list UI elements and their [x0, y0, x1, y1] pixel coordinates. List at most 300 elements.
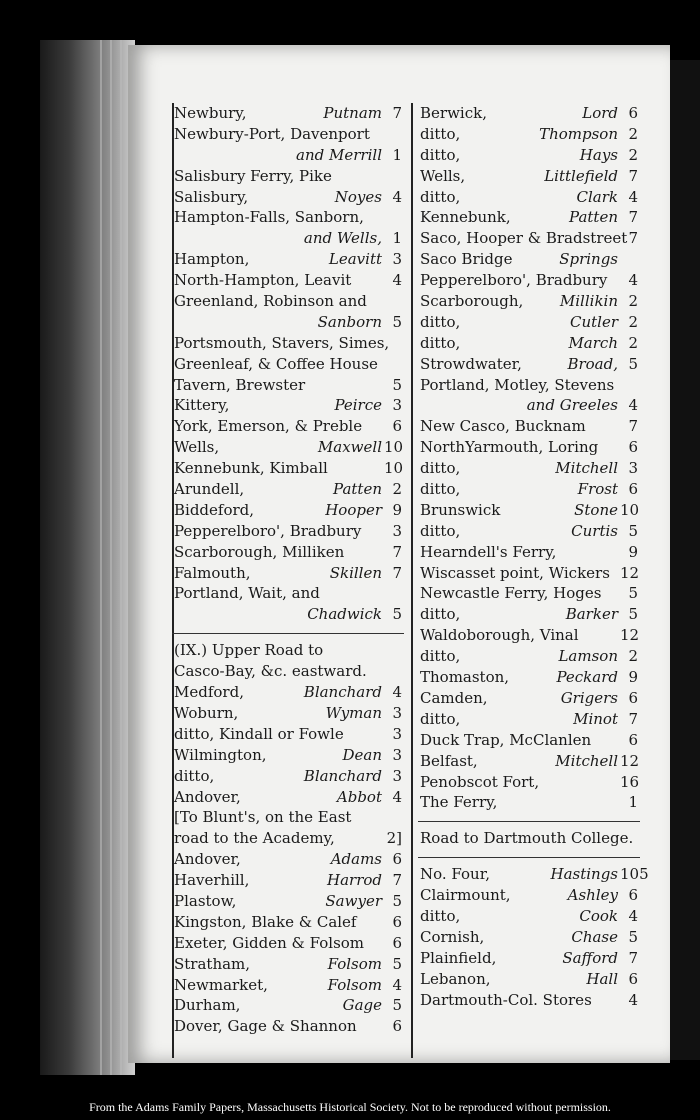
table-row — [418, 667, 640, 688]
table-row — [418, 145, 640, 166]
place-name: Salisbury, — [174, 187, 249, 206]
distance-miles: 5 — [392, 891, 402, 910]
table-row — [418, 416, 640, 437]
distance-miles: 4 — [392, 271, 402, 290]
table-row — [172, 103, 404, 124]
place-name: Haverhill, — [174, 871, 250, 890]
place-name: Newbury, — [174, 104, 247, 122]
distance-miles: 2 — [628, 312, 638, 331]
innkeeper-name: Ashley — [567, 886, 618, 905]
table-row — [172, 249, 404, 270]
place-name: Biddeford, — [174, 500, 255, 519]
innkeeper-name: Safford — [562, 948, 618, 967]
distance-miles: 3 — [392, 521, 402, 540]
distance-miles: 5 — [392, 996, 402, 1015]
place-name: Plainfield, — [420, 948, 497, 967]
distance-miles: 12 — [620, 563, 640, 582]
innkeeper-name: Thompson — [539, 124, 618, 143]
section-divider — [172, 633, 404, 634]
innkeeper-name: Springs — [559, 250, 618, 269]
table-row — [172, 807, 404, 828]
place-name: Arundell, — [174, 480, 245, 499]
distance-miles: 6 — [392, 850, 402, 869]
innkeeper-name: Hooper — [325, 500, 382, 519]
place-name: ditto, — [420, 605, 461, 624]
table-row — [418, 479, 640, 500]
place-name: ditto, — [420, 906, 461, 925]
innkeeper-name: Hays — [579, 145, 618, 164]
distance-miles: 105 — [620, 865, 649, 884]
table-row — [172, 166, 404, 187]
place-name: Scarborough, Milliken — [174, 542, 345, 561]
distance-miles: 2 — [628, 124, 638, 143]
distance-miles: 2 — [392, 480, 402, 499]
table-row — [172, 828, 404, 849]
place-name: Clairmount, — [420, 886, 511, 905]
innkeeper-name: Chase — [571, 927, 618, 946]
distance-miles: 7 — [392, 563, 402, 582]
distance-miles: 5 — [628, 354, 638, 373]
table-row — [418, 521, 640, 542]
place-name: Saco, Hooper & Bradstreet — [420, 229, 628, 248]
table-row — [418, 772, 640, 793]
section-heading — [172, 661, 404, 682]
table-row — [418, 187, 640, 208]
place-name: Kittery, — [174, 396, 230, 415]
place-name: ditto, — [420, 312, 461, 331]
place-name: Greenland, Robinson and — [174, 292, 367, 311]
distance-miles: 9 — [628, 542, 638, 561]
distance-miles: 10 — [620, 500, 640, 519]
place-name: Brunswick — [420, 500, 501, 519]
distance-miles: 6 — [628, 688, 638, 707]
innkeeper-name: Barker — [565, 605, 618, 624]
table-row — [418, 604, 640, 625]
place-name: ditto, — [174, 766, 215, 785]
place-name: Kennebunk, — [420, 208, 511, 227]
place-name: Tavern, Brewster — [174, 375, 306, 394]
table-row — [418, 583, 640, 604]
place-name: Andover, — [174, 850, 241, 869]
distance-miles: 6 — [392, 912, 402, 931]
table-row — [418, 458, 640, 479]
table-row — [418, 270, 640, 291]
table-row — [172, 745, 404, 766]
table-row — [418, 291, 640, 312]
table-row — [418, 948, 640, 969]
place-name: Andover, — [174, 787, 241, 806]
innkeeper-name: Cutler — [569, 312, 618, 331]
distance-miles: 5 — [628, 605, 638, 624]
place-name: ditto, — [420, 145, 461, 164]
book-binding — [40, 40, 135, 1075]
distance-miles: 5 — [392, 312, 402, 331]
place-name: ditto, — [420, 187, 461, 206]
distance-miles: 5 — [392, 605, 402, 624]
table-row — [172, 891, 404, 912]
place-name: Berwick, — [420, 104, 487, 122]
table-row — [418, 375, 640, 396]
table-row — [418, 990, 640, 1011]
distance-miles: 5 — [392, 375, 402, 394]
distance-miles: 7 — [628, 948, 638, 967]
distance-miles: 4 — [392, 683, 402, 702]
right-column — [418, 103, 649, 1010]
distance-miles: 3 — [628, 459, 638, 478]
table-row — [418, 124, 640, 145]
distance-miles: 7 — [628, 208, 638, 227]
place-name: ditto, — [420, 709, 461, 728]
table-row — [172, 270, 404, 291]
place-name: NorthYarmouth, Loring — [420, 438, 599, 457]
place-name: Camden, — [420, 688, 488, 707]
place-name: ditto, Kindall or Fowle — [174, 724, 344, 743]
place-name: Salisbury Ferry, Pike — [174, 166, 332, 185]
section-divider — [418, 857, 640, 858]
book-page — [128, 45, 670, 1063]
innkeeper-name: Minot — [573, 709, 618, 728]
table-row — [172, 912, 404, 933]
table-row — [418, 354, 640, 375]
distance-miles: 5 — [628, 521, 638, 540]
place-name: North-Hampton, Leavit — [174, 271, 352, 290]
place-name: ditto, — [420, 647, 461, 666]
table-row — [172, 479, 404, 500]
table-row — [418, 166, 640, 187]
distance-miles: 2 — [628, 292, 638, 311]
table-row — [418, 646, 640, 667]
place-name: New Casco, Bucknam — [420, 417, 586, 436]
innkeeper-name: Folsom — [327, 975, 382, 994]
table-row — [172, 228, 404, 249]
place-name: ditto, — [420, 459, 461, 478]
place-name: ditto, — [420, 333, 461, 352]
innkeeper-name: Folsom — [327, 954, 382, 973]
place-name: Strowdwater, — [420, 354, 522, 373]
distance-miles: 3 — [392, 745, 402, 764]
innkeeper-name: Gage — [342, 996, 382, 1015]
distance-miles: 4 — [628, 187, 638, 206]
innkeeper-name: Lord — [582, 104, 618, 122]
table-row — [418, 333, 640, 354]
distance-miles: 12 — [620, 751, 640, 770]
table-row — [172, 724, 404, 745]
place-name: Scarborough, — [420, 292, 524, 311]
innkeeper-name: Chadwick — [307, 605, 382, 624]
table-row — [172, 604, 404, 625]
innkeeper-name: Blanchard — [303, 683, 382, 702]
distance-miles: 6 — [628, 730, 638, 749]
table-row — [172, 291, 404, 312]
place-name: Plastow, — [174, 891, 237, 910]
innkeeper-name: Stone — [574, 500, 618, 519]
distance-miles: 7 — [392, 871, 402, 890]
place-name: Hearndell's Ferry, — [420, 542, 557, 561]
innkeeper-name: Hall — [586, 969, 618, 988]
table-row — [418, 625, 640, 646]
distance-miles: 5 — [392, 954, 402, 973]
place-name: Woburn, — [174, 703, 239, 722]
place-name: Penobscot Fort, — [420, 772, 540, 791]
place-name: Wilmington, — [174, 745, 267, 764]
distance-miles: 3 — [392, 724, 402, 743]
distance-miles: 1 — [392, 229, 402, 248]
innkeeper-name: Sanborn — [317, 312, 382, 331]
table-row — [172, 437, 404, 458]
place-name: Hampton, — [174, 250, 250, 269]
innkeeper-name: Sawyer — [325, 891, 382, 910]
section-heading-text: Casco-Bay, &c. eastward. — [174, 662, 367, 681]
innkeeper-name: Patten — [333, 480, 382, 499]
table-row — [172, 312, 404, 333]
distance-miles: 9 — [628, 668, 638, 687]
place-name: ditto, — [420, 124, 461, 143]
distance-miles: 3 — [392, 396, 402, 415]
distance-miles: 2 — [628, 647, 638, 666]
table-row — [172, 333, 404, 354]
distance-miles: 4 — [392, 187, 402, 206]
place-name: Kingston, Blake & Calef — [174, 912, 357, 931]
place-name: Kennebunk, Kimball — [174, 459, 328, 478]
section-heading — [418, 828, 640, 849]
innkeeper-name: Peirce — [334, 396, 382, 415]
distance-miles: 12 — [620, 626, 640, 645]
table-row — [172, 995, 404, 1016]
distance-miles: 7 — [628, 417, 638, 436]
place-name: Hampton-Falls, Sanborn, — [174, 208, 364, 227]
innkeeper-name: Broad, — [567, 354, 618, 373]
table-row — [418, 500, 640, 521]
innkeeper-name: Lamson — [558, 647, 618, 666]
table-row — [172, 458, 404, 479]
distance-miles: 6 — [628, 969, 638, 988]
page-edge — [670, 60, 700, 1060]
place-name: Lebanon, — [420, 969, 491, 988]
table-row — [172, 375, 404, 396]
footer-credit: From the Adams Family Papers, Massachusetts Historical Society. Not to be reproduced without permission. — [89, 1100, 611, 1114]
table-row — [172, 787, 404, 808]
innkeeper-name: Hastings — [550, 865, 618, 884]
place-name: Falmouth, — [174, 563, 251, 582]
innkeeper-name: Blanchard — [303, 766, 382, 785]
table-row — [172, 416, 404, 437]
place-name: Portsmouth, Stavers, Simes, — [174, 333, 390, 352]
table-row — [172, 207, 404, 228]
innkeeper-name: Leavitt — [328, 250, 382, 269]
table-row — [418, 437, 640, 458]
section-heading — [172, 640, 404, 661]
distance-miles: 6 — [392, 1017, 402, 1036]
table-row — [172, 682, 404, 703]
table-row — [172, 870, 404, 891]
place-name: road to the Academy, — [174, 829, 335, 848]
distance-miles: 2 — [628, 145, 638, 164]
innkeeper-name: Patten — [569, 208, 618, 227]
innkeeper-name: and Merrill — [296, 145, 382, 164]
place-name: Newbury-Port, Davenport — [174, 124, 370, 143]
place-name: [To Blunt's, on the East — [174, 808, 352, 827]
place-name: Newcastle Ferry, Hoges — [420, 584, 602, 603]
innkeeper-name: Harrod — [327, 871, 382, 890]
place-name: Cornish, — [420, 927, 485, 946]
place-name: Waldoborough, Vinal — [420, 626, 579, 645]
table-row — [418, 927, 640, 948]
innkeeper-name: Frost — [577, 480, 618, 499]
place-name: Greenleaf, & Coffee House — [174, 354, 378, 373]
table-row — [418, 709, 640, 730]
distance-miles: 1 — [392, 145, 402, 164]
table-row — [418, 730, 640, 751]
section-heading-text: (IX.) Upper Road to — [174, 641, 324, 660]
section-divider — [418, 821, 640, 822]
distance-miles: 6 — [392, 933, 402, 952]
place-name: Wiscasset point, Wickers — [420, 563, 610, 582]
table-row — [418, 792, 640, 813]
distance-miles: 4 — [392, 975, 402, 994]
table-row — [172, 542, 404, 563]
distance-miles: 10 — [384, 438, 404, 457]
table-row — [172, 849, 404, 870]
place-name: Portland, Wait, and — [174, 584, 320, 603]
innkeeper-name: Adams — [330, 850, 382, 869]
innkeeper-name: Abbot — [336, 787, 382, 806]
distance-miles: 9 — [392, 500, 402, 519]
innkeeper-name: Cook — [579, 906, 618, 925]
place-name: ditto, — [420, 480, 461, 499]
place-name: Portland, Motley, Stevens — [420, 375, 615, 394]
table-row — [418, 969, 640, 990]
distance-miles: 1 — [628, 793, 638, 812]
table-row — [418, 103, 640, 124]
table-row — [418, 906, 640, 927]
distance-miles: 3 — [392, 766, 402, 785]
innkeeper-name: Curtis — [571, 521, 618, 540]
distance-miles: 4 — [628, 990, 638, 1009]
table-row — [418, 395, 640, 416]
place-name: ditto, — [420, 521, 461, 540]
innkeeper-name: Noyes — [334, 187, 382, 206]
table-row — [172, 500, 404, 521]
table-row — [172, 703, 404, 724]
table-row — [172, 975, 404, 996]
innkeeper-name: and Greeles — [526, 396, 618, 415]
distance-miles: 3 — [392, 703, 402, 722]
table-row — [418, 885, 640, 906]
section-heading-text: Road to Dartmouth College. — [420, 829, 634, 848]
place-name: Pepperelboro', Bradbury — [174, 521, 362, 540]
distance-miles: 2] — [386, 829, 402, 848]
table-row — [418, 312, 640, 333]
distance-miles: 16 — [620, 772, 640, 791]
distance-miles: 6 — [628, 480, 638, 499]
distance-miles: 6 — [628, 104, 638, 122]
place-name: Exeter, Gidden & Folsom — [174, 933, 365, 952]
place-name: Dartmouth-Col. Stores — [420, 990, 592, 1009]
distance-miles: 10 — [384, 459, 404, 478]
distance-miles: 4 — [628, 396, 638, 415]
place-name: Belfast, — [420, 751, 478, 770]
table-row — [172, 954, 404, 975]
innkeeper-name: Mitchell — [555, 459, 618, 478]
table-row — [172, 766, 404, 787]
table-row — [172, 145, 404, 166]
distance-miles: 6 — [628, 438, 638, 457]
table-row — [418, 249, 640, 270]
distance-miles: 4 — [628, 271, 638, 290]
innkeeper-name: Peckard — [556, 668, 618, 687]
place-name: No. Four, — [420, 865, 490, 884]
place-name: Durham, — [174, 996, 241, 1015]
place-name: Wells, — [174, 438, 220, 457]
table-row — [172, 563, 404, 584]
innkeeper-name: and Wells, — [303, 229, 382, 248]
innkeeper-name: Wyman — [325, 703, 382, 722]
place-name: The Ferry, — [420, 793, 498, 812]
table-row — [172, 933, 404, 954]
table-row — [172, 395, 404, 416]
distance-miles: 7 — [392, 542, 402, 561]
distance-miles: 3 — [392, 250, 402, 269]
distance-miles: 6 — [628, 886, 638, 905]
innkeeper-name: Skillen — [329, 563, 382, 582]
innkeeper-name: Millikin — [559, 292, 618, 311]
distance-miles: 7 — [392, 104, 402, 122]
place-name: Stratham, — [174, 954, 251, 973]
table-row — [172, 354, 404, 375]
distance-miles: 5 — [628, 584, 638, 603]
innkeeper-name: Grigers — [560, 688, 618, 707]
table-row — [172, 521, 404, 542]
table-row — [172, 124, 404, 145]
column-rule-center — [411, 103, 413, 1058]
table-row — [418, 751, 640, 772]
innkeeper-name: Putnam — [323, 104, 382, 122]
distance-miles: 7 — [628, 166, 638, 185]
table-row — [418, 228, 640, 249]
left-column — [172, 103, 404, 1037]
table-row — [418, 563, 640, 584]
place-name: York, Emerson, & Preble — [174, 417, 363, 436]
table-row — [418, 864, 649, 885]
innkeeper-name: Dean — [342, 745, 382, 764]
table-row — [418, 542, 640, 563]
innkeeper-name: Clark — [576, 187, 618, 206]
table-row — [172, 1016, 404, 1037]
distance-miles: 5 — [628, 927, 638, 946]
table-row — [172, 187, 404, 208]
place-name: Newmarket, — [174, 975, 268, 994]
distance-miles: 4 — [628, 906, 638, 925]
distance-miles: 4 — [392, 787, 402, 806]
innkeeper-name: Littlefield — [544, 166, 618, 185]
place-name: Saco Bridge — [420, 250, 513, 269]
distance-miles: 6 — [392, 417, 402, 436]
table-row — [418, 688, 640, 709]
table-row — [172, 583, 404, 604]
innkeeper-name: Maxwell — [317, 438, 382, 457]
table-row — [418, 207, 640, 228]
place-name: Thomaston, — [420, 668, 510, 687]
place-name: Dover, Gage & Shannon — [174, 1017, 357, 1036]
place-name: Pepperelboro', Bradbury — [420, 271, 608, 290]
place-name: Duck Trap, McClanlen — [420, 730, 592, 749]
place-name: Medford, — [174, 683, 244, 702]
innkeeper-name: March — [568, 333, 618, 352]
distance-miles: 7 — [628, 709, 638, 728]
place-name: Wells, — [420, 166, 466, 185]
innkeeper-name: Mitchell — [555, 751, 618, 770]
distance-miles: 7 — [628, 229, 638, 248]
